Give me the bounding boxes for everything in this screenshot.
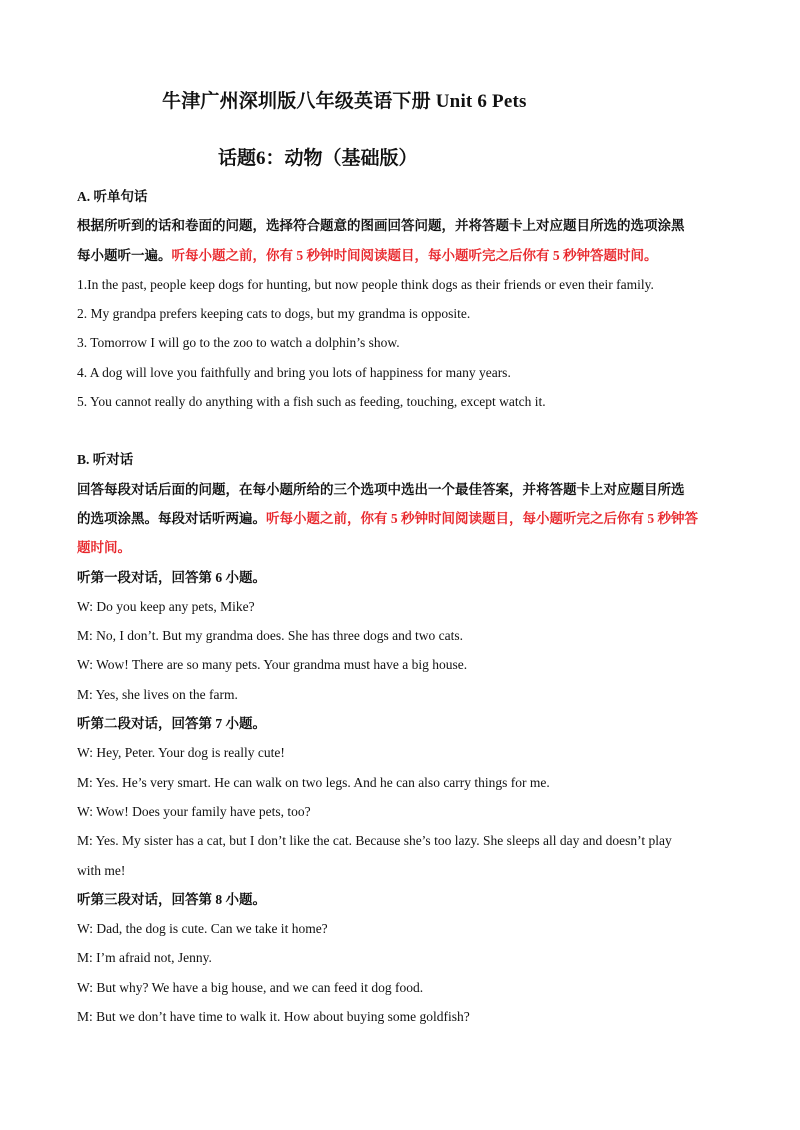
section-b-heading: B. 听对话 — [77, 452, 134, 468]
section-a-heading: A. 听单句话 — [77, 189, 148, 204]
document-subtitle: 话题6：动物（基础版） — [218, 148, 418, 169]
sentence-item: 4. A dog will love you faithfully and bring you lots of happiness for many years. — [77, 364, 511, 380]
section-b-instruction-line1: 回答每段对话后面的问题，在每小题所给的三个选项中选出一个最佳答案，并将答题卡上对应题目所选 — [77, 481, 685, 497]
dialogue-line: M: I’m afraid not, Jenny. — [77, 950, 212, 966]
dialogue-line: W: Dad, the dog is cute. Can we take it home? — [77, 921, 328, 937]
sentence-item: 1.In the past, people keep dogs for hunting, but now people think dogs as their friends or even their family. — [77, 276, 654, 292]
dialogue-line: M: No, I don’t. But my grandma does. She has three dogs and two cats. — [77, 628, 463, 644]
sentence-item: 2. My grandpa prefers keeping cats to dogs, but my grandma is opposite. — [77, 306, 471, 322]
dialogue-heading: 听第三段对话，回答第 8 小题。 — [77, 891, 266, 907]
dialogue-line: M: Yes. He’s very smart. He can walk on two legs. And he can also carry things for me. — [77, 774, 550, 790]
dialogue-line: M: But we don’t have time to walk it. How about buying some goldfish? — [77, 1009, 470, 1025]
section-b-instruction-line2 — [77, 504, 725, 533]
dialogue-line: M: Yes. My sister has a cat, but I don’t like the cat. Because she’s too lazy. She sleeps all day and doesn’t play — [77, 833, 672, 849]
dialogue-line: W: Hey, Peter. Your dog is really cute! — [77, 745, 285, 761]
section-a-instruction-black: 每小题听一遍。 — [77, 247, 172, 263]
section-spacer — [77, 416, 725, 445]
dialogue-line: W: Wow! Does your family have pets, too? — [77, 803, 311, 819]
dialogue-line: M: Yes, she lives on the farm. — [77, 686, 238, 702]
dialogue-line: W: Do you keep any pets, Mike? — [77, 598, 255, 614]
dialogue-line: W: Wow! There are so many pets. Your grandma must have a big house. — [77, 657, 468, 673]
section-b-instruction-line3: 题时间。 — [77, 540, 131, 556]
sentence-item: 3. Tomorrow I will go to the zoo to watch a dolphin’s show. — [77, 335, 400, 351]
dialogue-heading: 听第一段对话，回答第 6 小题。 — [77, 569, 266, 585]
section-b-instruction-black: 的选项涂黑。每段对话听两遍。 — [77, 510, 266, 526]
dialogue-heading: 听第二段对话，回答第 7 小题。 — [77, 716, 266, 732]
document-body — [77, 182, 725, 1031]
dialogue-line: with me! — [77, 862, 126, 878]
sentence-item: 5. You cannot really do anything with a fish such as feeding, touching, except watch it. — [77, 394, 546, 410]
section-a-instruction-red: 听每小题之前，你有 5 秒钟时间阅读题目，每小题听完之后你有 5 秒钟答题时间。 — [171, 247, 658, 263]
document-title: 牛津广州深圳版八年级英语下册 Unit 6 Pets — [162, 91, 527, 112]
dialogue-line: W: But why? We have a big house, and we can feed it dog food. — [77, 979, 424, 995]
section-a-instruction-line2 — [77, 241, 725, 270]
section-a-instruction-line1: 根据所听到的话和卷面的问题，选择符合题意的图画回答问题，并将答题卡上对应题目所选的选项涂黑 — [77, 218, 685, 234]
section-b-instruction-red: 听每小题之前，你有 5 秒钟时间阅读题目，每小题听完之后你有 5 秒钟答 — [266, 510, 698, 526]
